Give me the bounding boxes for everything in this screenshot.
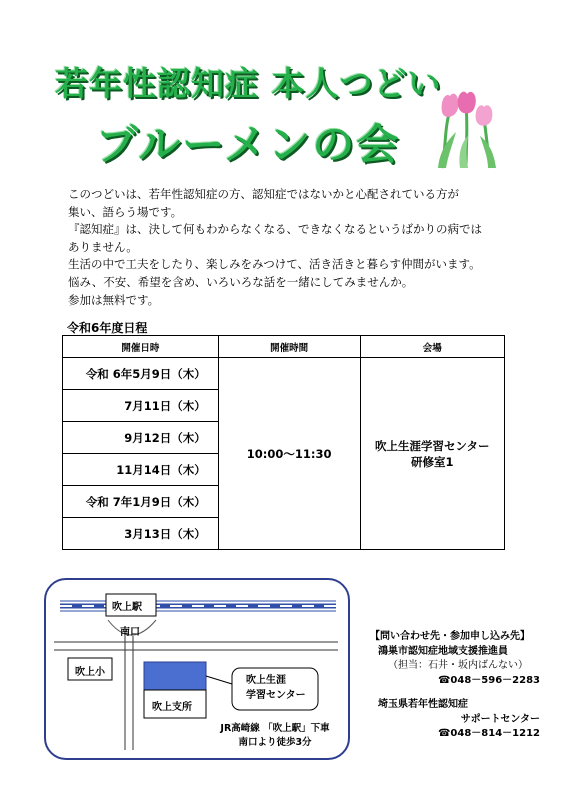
contact-staff: （担当：石井・坂内ばんない） — [388, 660, 528, 671]
contact-org1: 鴻巣市認知症地域支援推進員 — [378, 645, 508, 657]
intro-text: このつどいは、若年性認知症の方、認知症ではないかと心配されている方が 集い、語らう場です。 『認知症』は、決して何もわからなくなる、できなくなるというばかりの病では ありません。 生活の中で工夫をしたり、楽しみをみつけて、活き活きと暮らす仲間がいます。 悩み、不安、希望を含め、いろいろな話を一緒にしてみませんか。 参加は無料です。 — [68, 187, 482, 307]
schedule-table — [62, 335, 505, 550]
date-cell: 令和 7年1月9日（木） — [63, 486, 219, 518]
access-note: JR高崎線 「吹上駅」下車 南口より徒歩3分 — [220, 723, 330, 748]
date-cell: 9月12日（木） — [63, 422, 219, 454]
station-label: 吹上駅 — [112, 602, 142, 613]
contact-tel1: ☎048－596－2283 — [437, 674, 540, 686]
contact-heading: 【問い合わせ先・参加申し込み先】 — [370, 631, 530, 642]
page-subtitle: ブルーメンの会 — [96, 120, 401, 169]
header-venue: 会場 — [360, 336, 504, 358]
tulip-icon — [436, 90, 498, 170]
contact-tel2: ☎048－814－1212 — [437, 728, 540, 739]
time-cell: 10:00～11:30 — [218, 358, 360, 550]
date-cell: 3月13日（木） — [63, 518, 219, 550]
header-time: 開催時間 — [218, 336, 360, 358]
page-title: 若年性認知症 本人つどい — [55, 64, 442, 103]
table-row — [63, 358, 505, 390]
learning-center-callout: 吹上生涯 学習センター — [246, 675, 306, 701]
access-map — [44, 578, 350, 760]
school-label: 吹上小 — [75, 667, 105, 678]
date-cell: 令和 6年5月9日（木） — [63, 358, 219, 390]
date-cell: 11月14日（木） — [63, 454, 219, 486]
table-header-row — [63, 336, 505, 358]
venue-cell — [360, 358, 504, 550]
contact-org2-line2: サポートセンター — [460, 713, 540, 725]
south-exit-label: 南口 — [120, 627, 140, 638]
contact-org2: 埼玉県若年性認知症 — [378, 699, 468, 710]
branch-office-label: 吹上支所 — [152, 702, 192, 713]
venue-room: 研修室1 — [411, 454, 454, 469]
venue-name: 吹上生涯学習センター — [374, 438, 490, 453]
contact-info — [370, 630, 540, 742]
header-date: 開催日時 — [63, 336, 219, 358]
date-cell: 7月11日（木） — [63, 390, 219, 422]
schedule-title: 令和6年度日程 — [67, 321, 148, 335]
